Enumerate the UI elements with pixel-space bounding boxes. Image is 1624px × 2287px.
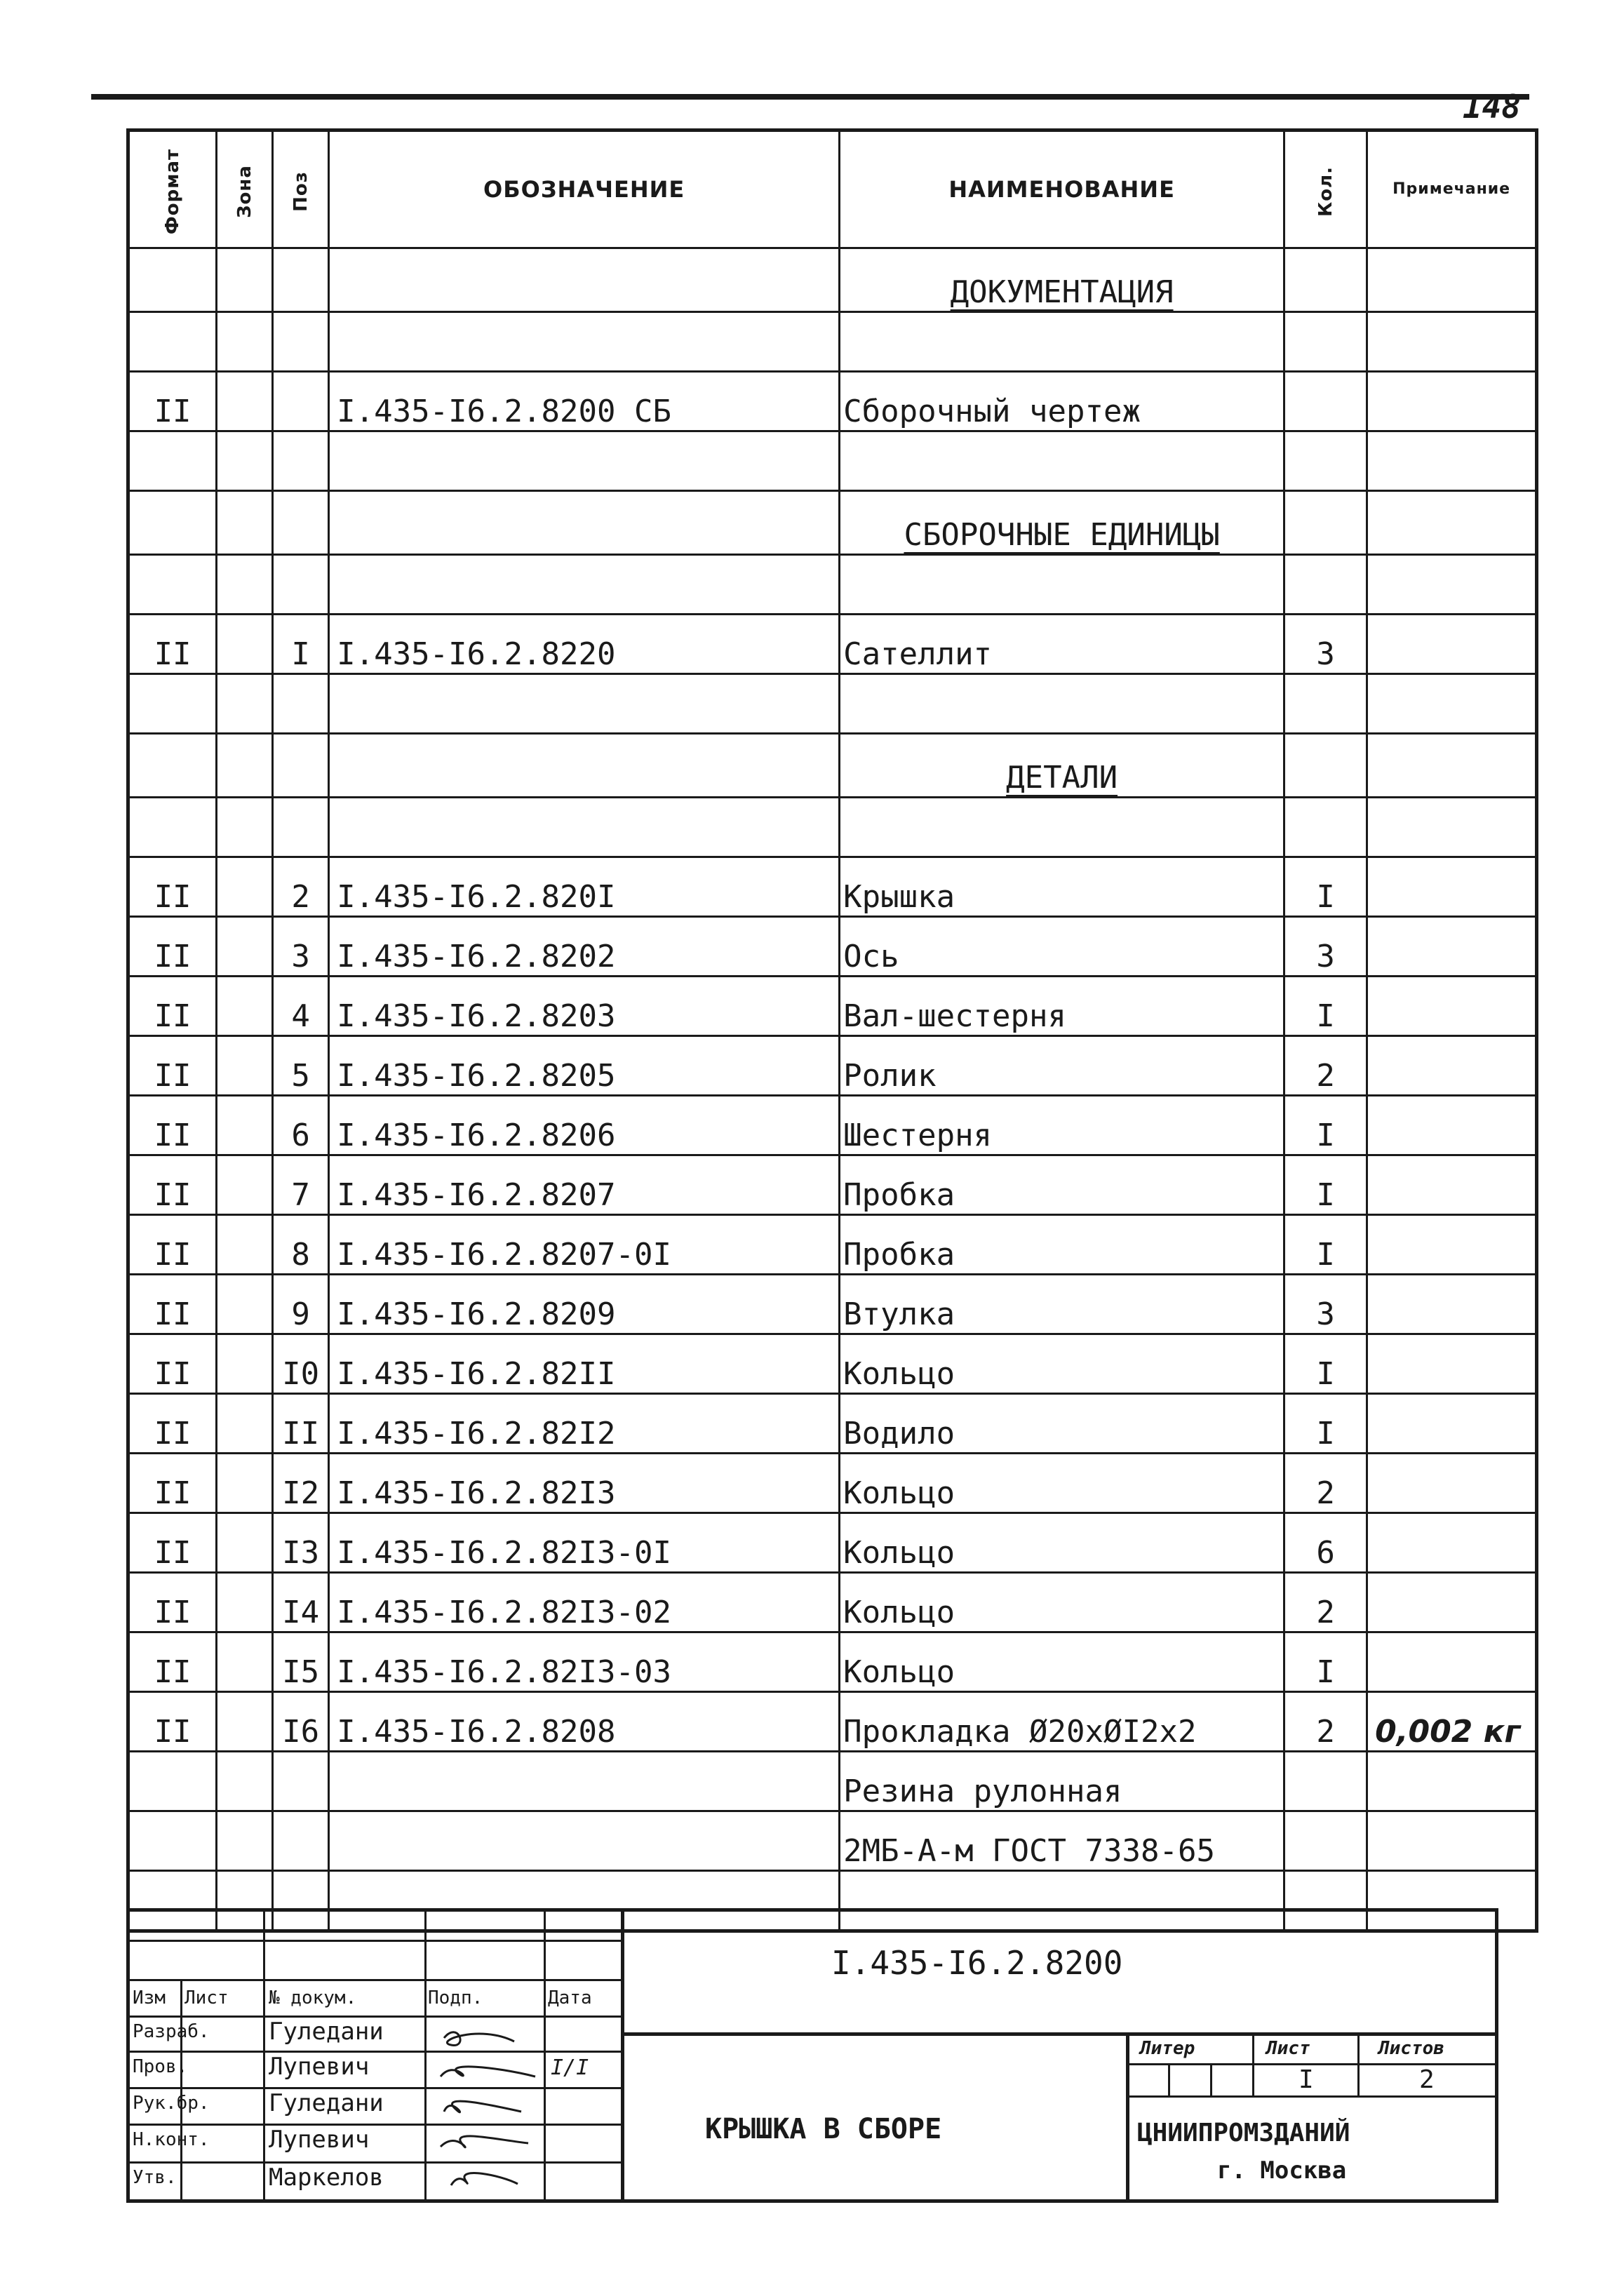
cell-qty: 2	[1284, 1036, 1367, 1096]
cell-note	[1367, 615, 1537, 674]
cell-zone	[217, 1394, 273, 1454]
role-person-name: Гуледани	[269, 2018, 384, 2046]
cell-pos: 3	[273, 917, 329, 977]
role-label: Утв.	[133, 2167, 177, 2188]
table-row	[128, 1394, 1537, 1454]
table-row	[128, 977, 1537, 1036]
cell-qty: I	[1284, 1155, 1367, 1215]
cell-pos: I2	[273, 1454, 329, 1513]
cell-designation	[329, 674, 840, 734]
cell-pos	[273, 1752, 329, 1811]
cell-qty	[1284, 248, 1367, 312]
signatures-icon	[430, 2017, 542, 2199]
cell-zone	[217, 1454, 273, 1513]
cell-zone	[217, 491, 273, 555]
header-pos: Поз	[273, 130, 329, 248]
cell-format	[128, 1811, 217, 1871]
table-row	[128, 1692, 1537, 1752]
header-name: НАИМЕНОВАНИЕ	[840, 130, 1284, 248]
document-number: I.435-I6.2.8200	[831, 1944, 1123, 1982]
cell-zone	[217, 431, 273, 491]
cell-note	[1367, 857, 1537, 917]
table-row	[128, 615, 1537, 674]
cell-pos	[273, 1811, 329, 1871]
cell-zone	[217, 1036, 273, 1096]
role-label: Н.конт.	[133, 2129, 210, 2150]
table-row	[128, 1036, 1537, 1096]
cell-qty: 2	[1284, 1454, 1367, 1513]
cell-pos	[273, 431, 329, 491]
cell-designation: I.435-I6.2.8200 СБ	[329, 372, 840, 431]
cell-designation: I.435-I6.2.82II	[329, 1334, 840, 1394]
section-row	[128, 491, 1537, 555]
cell-pos: 7	[273, 1155, 329, 1215]
title-block	[126, 1908, 1498, 2203]
cell-designation: I.435-I6.2.8206	[329, 1096, 840, 1155]
cell-note	[1367, 1275, 1537, 1334]
cell-format: II	[128, 1215, 217, 1275]
cell-name: Кольцо	[840, 1513, 1284, 1573]
liter-label: Литер	[1140, 2038, 1195, 2059]
cell-qty: I	[1284, 1632, 1367, 1692]
cell-format: II	[128, 1036, 217, 1096]
cell-qty	[1284, 674, 1367, 734]
header-zone: Зона	[217, 130, 273, 248]
cell-name	[840, 312, 1284, 372]
table-row	[128, 1632, 1537, 1692]
header-row	[128, 130, 1537, 248]
cell-zone	[217, 312, 273, 372]
cell-format: II	[128, 1334, 217, 1394]
cell-pos	[273, 798, 329, 857]
cell-format: II	[128, 917, 217, 977]
cell-zone	[217, 615, 273, 674]
cell-zone	[217, 857, 273, 917]
cell-format: II	[128, 1155, 217, 1215]
cell-qty: 2	[1284, 1692, 1367, 1752]
cell-format: II	[128, 1394, 217, 1454]
date-value: I/I	[551, 2055, 589, 2080]
cell-note	[1367, 1752, 1537, 1811]
cell-qty	[1284, 431, 1367, 491]
cell-name: Кольцо	[840, 1454, 1284, 1513]
col-doc-label: № докум.	[269, 1987, 357, 2008]
cell-pos: I3	[273, 1513, 329, 1573]
cell-pos: I0	[273, 1334, 329, 1394]
cell-zone	[217, 1513, 273, 1573]
cell-name: Резина рулонная	[840, 1752, 1284, 1811]
col-sign-label: Подп.	[428, 1987, 483, 2008]
role-label: Разраб.	[133, 2021, 210, 2042]
cell-pos: II	[273, 1394, 329, 1454]
cell-name: Сборочный чертеж	[840, 372, 1284, 431]
cell-qty: I	[1284, 1394, 1367, 1454]
cell-note	[1367, 1215, 1537, 1275]
section-row	[128, 248, 1537, 312]
cell-format	[128, 674, 217, 734]
cell-pos	[273, 734, 329, 798]
cell-pos	[273, 674, 329, 734]
cell-pos: 9	[273, 1275, 329, 1334]
cell-note	[1367, 1513, 1537, 1573]
cell-pos	[273, 312, 329, 372]
cell-pos: I4	[273, 1573, 329, 1632]
cell-qty: 2	[1284, 1573, 1367, 1632]
cell-name: Крышка	[840, 857, 1284, 917]
cell-zone	[217, 1632, 273, 1692]
cell-designation	[329, 1811, 840, 1871]
cell-zone	[217, 798, 273, 857]
cell-qty: I	[1284, 1096, 1367, 1155]
cell-designation: I.435-I6.2.8209	[329, 1275, 840, 1334]
specification-table	[126, 128, 1538, 1933]
cell-zone	[217, 372, 273, 431]
cell-qty: 6	[1284, 1513, 1367, 1573]
cell-name: СБОРОЧНЫЕ ЕДИНИЦЫ	[840, 491, 1284, 555]
cell-name: Сателлит	[840, 615, 1284, 674]
cell-note	[1367, 1454, 1537, 1513]
cell-note	[1367, 1811, 1537, 1871]
cell-name: ДОКУМЕНТАЦИЯ	[840, 248, 1284, 312]
sheets-value: 2	[1419, 2065, 1435, 2094]
cell-note	[1367, 372, 1537, 431]
cell-note	[1367, 248, 1537, 312]
cell-designation: I.435-I6.2.82I2	[329, 1394, 840, 1454]
header-designation: ОБОЗНАЧЕНИЕ	[329, 130, 840, 248]
cell-note: 0,002 кг	[1367, 1692, 1537, 1752]
role-person-name: Гуледани	[269, 2089, 384, 2117]
cell-format	[128, 431, 217, 491]
cell-name: Кольцо	[840, 1334, 1284, 1394]
cell-qty	[1284, 372, 1367, 431]
cell-format: II	[128, 1692, 217, 1752]
cell-note	[1367, 674, 1537, 734]
cell-pos	[273, 555, 329, 615]
cell-designation	[329, 248, 840, 312]
cell-designation	[329, 312, 840, 372]
role-person-name: Маркелов	[269, 2164, 384, 2192]
cell-designation: I.435-I6.2.8220	[329, 615, 840, 674]
cell-format	[128, 312, 217, 372]
cell-zone	[217, 674, 273, 734]
cell-designation: I.435-I6.2.8207	[329, 1155, 840, 1215]
cell-qty	[1284, 555, 1367, 615]
product-name: КРЫШКА В СБОРЕ	[705, 2113, 942, 2145]
cell-designation: I.435-I6.2.8207-0I	[329, 1215, 840, 1275]
sheet-value: I	[1298, 2065, 1314, 2094]
cell-name: ДЕТАЛИ	[840, 734, 1284, 798]
cell-name: Ролик	[840, 1036, 1284, 1096]
cell-qty	[1284, 491, 1367, 555]
cell-format: II	[128, 1275, 217, 1334]
cell-zone	[217, 248, 273, 312]
cell-name	[840, 798, 1284, 857]
cell-designation: I.435-I6.2.82I3-0I	[329, 1513, 840, 1573]
cell-note	[1367, 1096, 1537, 1155]
cell-qty	[1284, 798, 1367, 857]
cell-format: II	[128, 1096, 217, 1155]
table-row	[128, 1096, 1537, 1155]
table-row	[128, 1155, 1537, 1215]
cell-format	[128, 734, 217, 798]
cell-format: II	[128, 1513, 217, 1573]
specification-body	[128, 248, 1537, 1931]
cell-name: Водило	[840, 1394, 1284, 1454]
cell-format: II	[128, 1454, 217, 1513]
cell-name	[840, 674, 1284, 734]
blank-row	[128, 798, 1537, 857]
cell-designation: I.435-I6.2.8208	[329, 1692, 840, 1752]
cell-pos: 4	[273, 977, 329, 1036]
header-qty: Кол.	[1284, 130, 1367, 248]
blank-row	[128, 555, 1537, 615]
table-row	[128, 1334, 1537, 1394]
cell-format	[128, 491, 217, 555]
cell-format	[128, 248, 217, 312]
table-row	[128, 372, 1537, 431]
cell-note	[1367, 431, 1537, 491]
cell-qty: 3	[1284, 1275, 1367, 1334]
cell-zone	[217, 1275, 273, 1334]
cell-format	[128, 798, 217, 857]
cell-zone	[217, 555, 273, 615]
cell-qty	[1284, 1811, 1367, 1871]
cell-name: 2МБ-А-м ГОСТ 7338-65	[840, 1811, 1284, 1871]
cell-zone	[217, 1692, 273, 1752]
cell-qty: I	[1284, 977, 1367, 1036]
cell-name: Вал-шестерня	[840, 977, 1284, 1036]
cell-name: Втулка	[840, 1275, 1284, 1334]
blank-row	[128, 312, 1537, 372]
cell-note	[1367, 491, 1537, 555]
table-row	[128, 1454, 1537, 1513]
cell-pos: I5	[273, 1632, 329, 1692]
cell-designation: I.435-I6.2.8203	[329, 977, 840, 1036]
cell-designation	[329, 431, 840, 491]
sheets-label: Листов	[1378, 2038, 1444, 2059]
cell-designation: I.435-I6.2.8205	[329, 1036, 840, 1096]
cell-pos: 2	[273, 857, 329, 917]
cell-designation	[329, 798, 840, 857]
header-note: Примечание	[1367, 130, 1537, 248]
organization: ЦНИИПРОМЗДАНИЙ	[1137, 2119, 1350, 2147]
cell-name	[840, 555, 1284, 615]
cell-note	[1367, 917, 1537, 977]
table-row	[128, 1513, 1537, 1573]
cell-note	[1367, 798, 1537, 857]
cell-qty: 3	[1284, 615, 1367, 674]
cell-note	[1367, 1632, 1537, 1692]
cell-qty	[1284, 312, 1367, 372]
cell-qty: 3	[1284, 917, 1367, 977]
table-row	[128, 857, 1537, 917]
cell-format	[128, 555, 217, 615]
cell-note	[1367, 312, 1537, 372]
cell-qty	[1284, 1752, 1367, 1811]
table-row	[128, 1573, 1537, 1632]
page-number: 148	[1462, 88, 1521, 126]
cell-zone	[217, 1811, 273, 1871]
cell-note	[1367, 1036, 1537, 1096]
cell-name: Пробка	[840, 1155, 1284, 1215]
cell-designation	[329, 734, 840, 798]
cell-note	[1367, 1155, 1537, 1215]
role-label: Пров.	[133, 2056, 188, 2077]
sheet-label: Лист	[1266, 2038, 1310, 2059]
cell-pos: 8	[273, 1215, 329, 1275]
cell-pos: 6	[273, 1096, 329, 1155]
table-row	[128, 1215, 1537, 1275]
table-row	[128, 1752, 1537, 1811]
cell-zone	[217, 1155, 273, 1215]
cell-designation	[329, 555, 840, 615]
cell-designation: I.435-I6.2.8202	[329, 917, 840, 977]
cell-pos	[273, 372, 329, 431]
cell-name	[840, 431, 1284, 491]
cell-zone	[217, 977, 273, 1036]
cell-note	[1367, 1394, 1537, 1454]
cell-zone	[217, 917, 273, 977]
cell-name: Прокладка Ø20xØI2x2	[840, 1692, 1284, 1752]
cell-designation	[329, 491, 840, 555]
cell-format: II	[128, 615, 217, 674]
blank-row	[128, 674, 1537, 734]
cell-format: II	[128, 372, 217, 431]
cell-designation: I.435-I6.2.82I3-02	[329, 1573, 840, 1632]
cell-qty	[1284, 734, 1367, 798]
cell-format: II	[128, 977, 217, 1036]
header-format: Формат	[128, 130, 217, 248]
cell-zone	[217, 1215, 273, 1275]
cell-zone	[217, 1752, 273, 1811]
role-person-name: Лупевич	[269, 2053, 370, 2081]
cell-format	[128, 1752, 217, 1811]
cell-format: II	[128, 1632, 217, 1692]
cell-note	[1367, 1334, 1537, 1394]
cell-zone	[217, 1573, 273, 1632]
table-row	[128, 1275, 1537, 1334]
cell-note	[1367, 555, 1537, 615]
cell-designation: I.435-I6.2.82I3-03	[329, 1632, 840, 1692]
cell-zone	[217, 1096, 273, 1155]
cell-pos: 5	[273, 1036, 329, 1096]
col-list-label: Лист	[184, 1987, 229, 2008]
cell-qty: I	[1284, 1334, 1367, 1394]
cell-name: Шестерня	[840, 1096, 1284, 1155]
cell-pos: I6	[273, 1692, 329, 1752]
cell-note	[1367, 734, 1537, 798]
cell-designation: I.435-I6.2.82I3	[329, 1454, 840, 1513]
cell-format: II	[128, 857, 217, 917]
table-row	[128, 1811, 1537, 1871]
cell-pos	[273, 248, 329, 312]
cell-note	[1367, 1573, 1537, 1632]
role-person-name: Лупевич	[269, 2126, 370, 2154]
section-row	[128, 734, 1537, 798]
top-rule	[91, 94, 1529, 100]
cell-name: Кольцо	[840, 1573, 1284, 1632]
cell-note	[1367, 977, 1537, 1036]
cell-qty: I	[1284, 857, 1367, 917]
cell-format: II	[128, 1573, 217, 1632]
role-label: Рук.бр.	[133, 2093, 210, 2114]
cell-pos: I	[273, 615, 329, 674]
cell-designation	[329, 1752, 840, 1811]
cell-zone	[217, 734, 273, 798]
cell-pos	[273, 491, 329, 555]
blank-row	[128, 431, 1537, 491]
cell-name: Пробка	[840, 1215, 1284, 1275]
cell-name: Кольцо	[840, 1632, 1284, 1692]
col-date-label: Дата	[548, 1987, 592, 2008]
city: г. Москва	[1217, 2157, 1347, 2185]
col-izm-label: Изм	[133, 1987, 166, 2008]
cell-qty: I	[1284, 1215, 1367, 1275]
cell-zone	[217, 1334, 273, 1394]
cell-designation: I.435-I6.2.820I	[329, 857, 840, 917]
table-row	[128, 917, 1537, 977]
cell-name: Ось	[840, 917, 1284, 977]
